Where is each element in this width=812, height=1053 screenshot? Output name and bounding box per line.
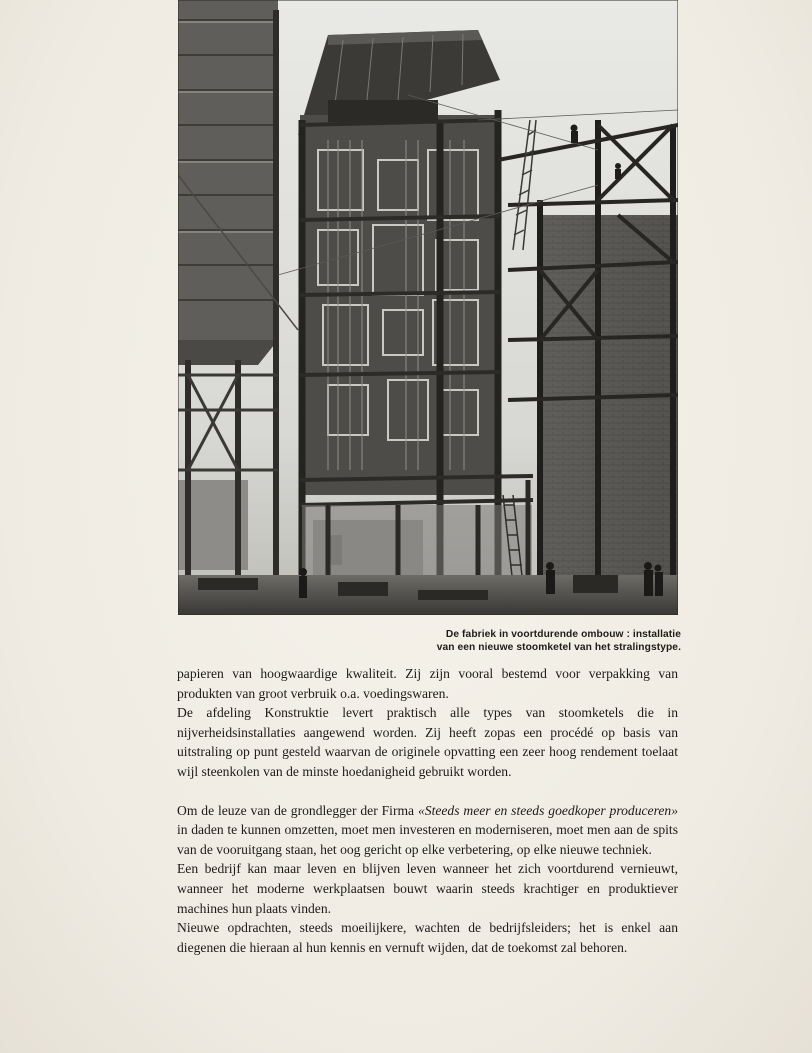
paragraph-motto (177, 801, 678, 860)
paragraph-construction: De afdeling Konstruktie levert praktisch alle types van stoomketels die in nijverheidsinstallaties aangewend worden. Zij heeft zopas een procédé op basis van uitstraling op punt gesteld waarvan de originele opvatting een zeer hoog rendement toelaat wijl steenkolen van de minste hoedanigheid gebruikt worden. (177, 705, 678, 779)
caption-line-1: De fabriek in voortdurende ombouw : installatie (445, 629, 681, 640)
paragraph-future: Nieuwe opdrachten, steeds moeilijkere, wachten de bedrijfsleiders; het is enkel aan diegenen die hieraan al hun kennis en vernuft wijden, dat de toekomst zal behoren. (177, 920, 678, 955)
photo-caption (321, 629, 681, 654)
article-body (177, 664, 678, 957)
company-motto: «Steeds meer en steeds goedkoper produceren» (417, 802, 678, 818)
construction-photo (178, 0, 678, 615)
paragraph-packaging: papieren van hoogwaardige kwaliteit. Zij zijn vooral bestemd voor verpakking van produkten van groot verbruik o.a. voedingswaren. (177, 666, 678, 701)
paragraph-motto-intro: Om de leuze van de grondlegger der Firma (177, 802, 418, 818)
caption-line-2: van een nieuwe stoomketel van het stralingstype. (436, 641, 681, 653)
boiler-construction-image (178, 0, 678, 615)
paragraph-renewal: Een bedrijf kan maar leven en blijven leven wanneer het zich voortdurend vernieuwt, wanneer het moderne werkplaatsen bouwt waarin steeds krachtiger en produktiever machines hun plaats vinden. (177, 861, 678, 916)
paragraph-motto-rest: in daden te kunnen omzetten, moet men investeren en moderniseren, moet men aan de spits van de vooruitgang staan, het oog gericht op elke verbetering, op elke nieuwe techniek. (177, 822, 678, 857)
